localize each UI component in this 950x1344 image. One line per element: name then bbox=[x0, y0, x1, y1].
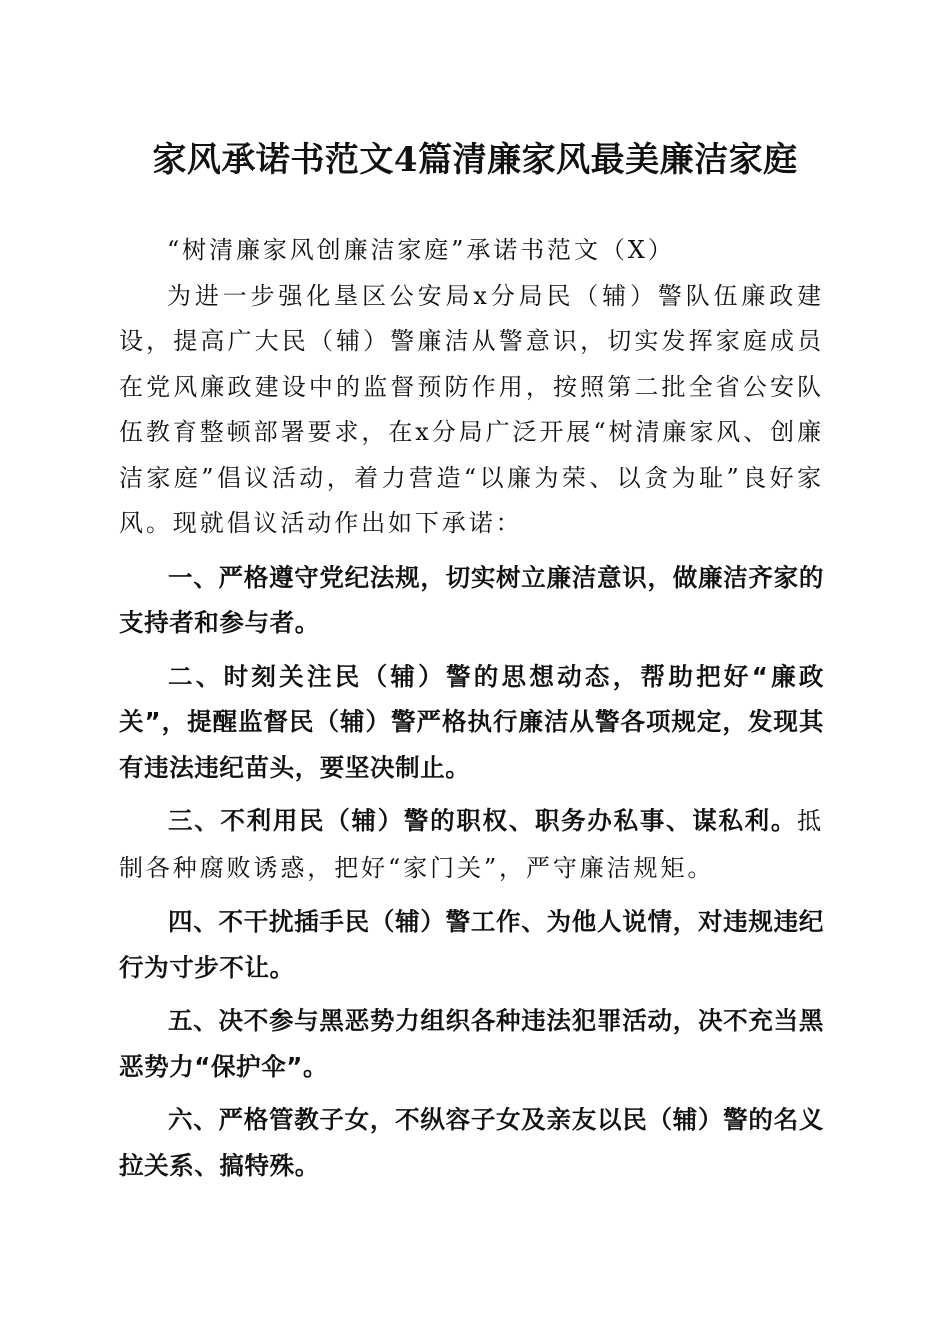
section-subtitle: “树清廉家风创廉洁家庭”承诺书范文（X） bbox=[167, 236, 675, 264]
commitment-item-5: 五、决不参与黑恶势力组织各种违法犯罪活动，决不充当黑恶势力“保护伞”。 bbox=[119, 1006, 824, 1081]
commitment-item-3-main: 三、不利用民（辅）警的职权、职务办私事、谋私利。 bbox=[168, 806, 798, 835]
commitment-item-2: 二、时刻关注民（辅）警的思想动态，帮助把好“廉政关”，提醒监督民（辅）警严格执行廉洁从警各项规定，发现其有违法违纪苗头，要坚决制止。 bbox=[119, 661, 824, 782]
intro-paragraph: 为进一步强化垦区公安局x分局民（辅）警队伍廉政建设，提高广大民（辅）警廉洁从警意识，切实发挥家庭成员在党风廉政建设中的监督预防作用，按照第二批全省公安队伍教育整顿部署要求，在x分局广泛开展“树清廉家风、创廉洁家庭”倡议活动，着力营造“以廉为荣、以贪为耻”良好家风。现就倡议活动作出如下承诺： bbox=[119, 281, 824, 537]
commitment-item-6: 六、严格管教子女，不纵容子女及亲友以民（辅）警的名义拉关系、搞特殊。 bbox=[119, 1105, 824, 1180]
commitment-item-3-tail: 抵制各种腐败诱惑，把好“家门关”，严守廉洁规矩。 bbox=[119, 807, 824, 882]
document-body bbox=[119, 228, 824, 1188]
document-title: 家风承诺书范文4篇清廉家风最美廉洁家庭 bbox=[152, 140, 798, 180]
commitment-item-4: 四、不干扰插手民（辅）警工作、为他人说情，对违规违纪行为寸步不让。 bbox=[119, 907, 824, 982]
commitment-item-1: 一、严格遵守党纪法规，切实树立廉洁意识，做廉洁齐家的支持者和参与者。 bbox=[119, 562, 824, 637]
commitment-item-3 bbox=[119, 798, 824, 891]
